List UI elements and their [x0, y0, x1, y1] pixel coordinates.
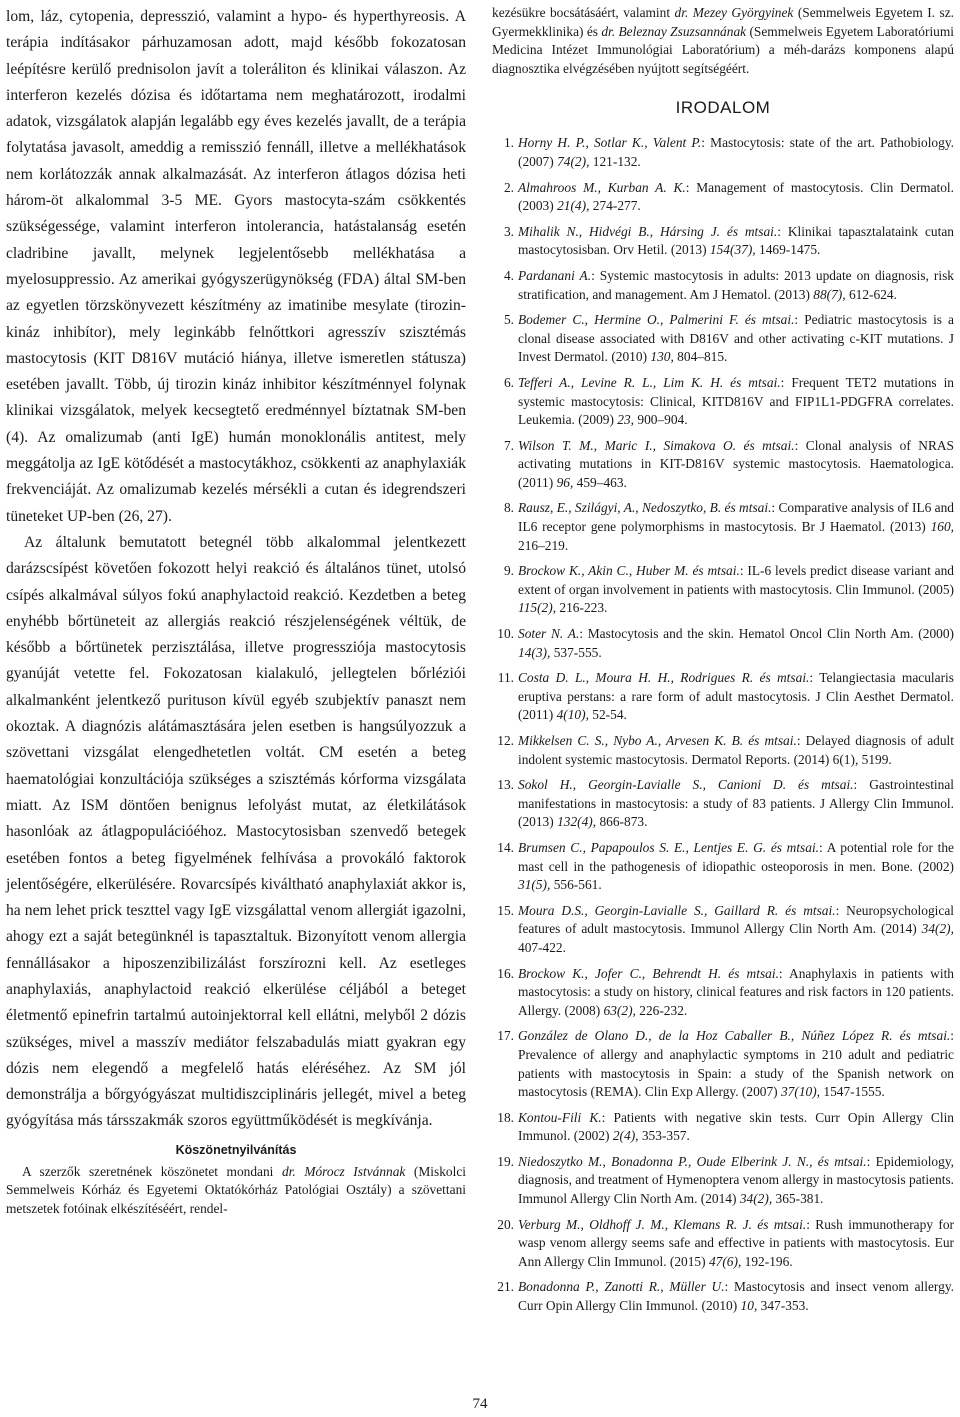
right-column [492, 4, 954, 1323]
reference-pages: 216-223. [556, 600, 608, 616]
reference-authors: Almahroos M., Kurban A. K. [518, 179, 686, 195]
reference-number: 20. [497, 1216, 514, 1232]
reference-volume: 74(2), [557, 153, 590, 169]
reference-pages: 459–463. [573, 474, 627, 490]
page-number: 74 [472, 1396, 488, 1412]
reference-authors: Verburg M., Oldhoff J. M., Klemans R. J. és mtsai. [518, 1216, 807, 1232]
reference-number: 10. [497, 626, 514, 642]
ack-person-name: dr. Mezey Györgyinek [674, 5, 794, 20]
body-paragraph-1: lom, láz, cytopenia, depresszió, valamint a hypo- és hyperthyreosis. A terápia indításakor párhuzamosan adott, majd később fokozatosan leépítésre kerülő prednisolon javít a toleráliton és klinikai válaszon. Az interferon kezelés dózisa és időtartama nem meghatározott, irodalmi adatok, vizsgálatok alapján legalább egy éves kezelés javallt, de a terápia folytatása javasolt, ameddig a remisszió fennáll, illetve a mellékhatások nem korlátozzák annak alkalmazását. Az interferon átlagos dózisa heti három-öt alkalommal 3-5 ME. Gyors mastocyta-szám csökkentés szükségessége, valamint interferon intolerancia, hatástalanság esetén cladribine javallt, melynek legjelentősebb mellékhatása a myelosuppressio. Az amerikai gyógyszerügynökség (FDA) által SM-ben az egyetlen törzskönyvezett készítmény az imatinibe mesylate (tirozin-kináz inhibítor), mely leginkább felnőttkori agresszív szisztémás mastocytosis (KIT D816V mutáció hiánya, illetve ismeretlen státusza) esetében javallt. Több, új tirozin kináz inhibitor készítménnyel folynak klinikai vizsgálatok, melyek kecsegtető eredménnyel bíztatnak SM-ben (4). Az omalizumab (anti IgE) humán monoklonális antitest, mely meggátolja az IgE kötődését a mastocytákhoz, csökkenti az anaphylaxiák frekvenciáját. Az omalizumab kezelés mérsékli a cutan és idegrendszeri tüneteket UP-ben (26, 27). [6, 8, 466, 525]
reference-pages: 556-561. [550, 877, 602, 893]
reference-volume: 4(10), [556, 707, 589, 723]
reference-pages: 192-196. [741, 1253, 793, 1269]
reference-item [492, 965, 954, 1021]
reference-text: : Mastocytosis: state of the art. Pathobiology. (2007) [518, 135, 954, 169]
reference-item [492, 499, 954, 555]
reference-pages: 804–815. [673, 349, 728, 365]
ack-person-name: dr. Beleznay Zsuzsannának [601, 23, 747, 39]
reference-pages: 226-232. [635, 1002, 688, 1018]
reference-text: : Klinikai tapasztalataink cutan mastocytosisban. Orv Hetil. (2013) [518, 223, 954, 258]
reference-number: 4. [503, 267, 514, 283]
reference-authors: Costa D. L., Moura H. H., Rodrigues R. és mtsai. [518, 670, 810, 686]
reference-authors: Wilson T. M., Maric I., Simakova O. és mtsai. [518, 437, 795, 453]
reference-volume: 34(2), [921, 921, 954, 937]
reference-text: : Epidemiology, diagnosis, and treatment of Hymenoptera venom allergy in mastocytosis patients. Immunol Allergy Clin North Am. (2014) [518, 1153, 954, 1207]
reference-number: 16. [497, 965, 514, 981]
reference-pages: 1547-1555. [820, 1084, 885, 1100]
reference-item [492, 732, 954, 769]
reference-pages: 612-624. [845, 286, 897, 302]
reference-number: 6. [503, 374, 514, 390]
reference-text: : Frequent TET2 mutations in systemic mastocytosis: Clinical, KITD816V and FIP1L1-PDGFRA correlates. Leukemia. (2009) [518, 374, 954, 428]
reference-volume: 2(4), [612, 1128, 639, 1144]
reference-volume: 47(6), [708, 1253, 742, 1269]
reference-authors: Mikkelsen C. S., Nybo A., Arvesen K. B. és mtsai. [518, 733, 797, 748]
reference-number: 21. [497, 1279, 514, 1295]
ack-text-part: (Semmelweis Egyetem I. sz. Gyermekklinika) és [492, 5, 954, 39]
reference-volume: 10, [740, 1298, 758, 1314]
reference-authors: Mihalik N., Hidvégi B., Hársing J. és mtsai. [518, 223, 778, 239]
reference-volume: 37(10), [780, 1084, 821, 1100]
ack-text-part: (Miskolci Semmelweis Kórház és Egyetemi Oktatókórház Patológiai Osztály) a szövettani metszetek fotóinak elkészítéséért, rendel- [6, 1163, 466, 1216]
reference-text: : Systemic mastocytosis in adults: 2013 update on diagnosis, risk stratification, and management. Am J Hematol. (2013) [518, 267, 954, 302]
reference-authors: Soter N. A. [518, 626, 580, 642]
reference-volume: 23, [617, 412, 635, 428]
reference-number: 2. [503, 179, 514, 195]
reference-pages: 121-132. [589, 153, 641, 169]
reference-text: : Pediatric mastocytosis is a clonal disease associated with D816V and other activating c-KIT mutations. J Invest Dermatol. (2010) [518, 312, 954, 365]
reference-volume: 31(5), [518, 877, 551, 893]
reference-item [492, 839, 954, 895]
reference-text: : Comparative analysis of IL6 and IL6 receptor gene polymorphisms in mastocytosis. Br J Haematol. (2013) [518, 500, 955, 535]
reference-text: : Gastrointestinal manifestations in mastocytosis: a study of 83 patients. J Allergy Clin Immunol. (2013) [518, 777, 955, 830]
acknowledgements-text [6, 1163, 466, 1219]
reference-volume: 14(3), [518, 644, 551, 660]
reference-pages: 353-357. [638, 1128, 690, 1144]
reference-text: : Rush immunotherapy for wasp venom allergy seems safe and effective in patients with mastocytosis. Eur Ann Allergy Clin Immunol. (2015) [518, 1216, 955, 1269]
reference-item [492, 1109, 954, 1146]
reference-number: 9. [503, 563, 514, 579]
reference-authors: Niedoszytko M., Bonadonna P., Oude Elberink J. N., és mtsai. [518, 1153, 867, 1169]
reference-number: 3. [503, 223, 514, 239]
reference-number: 18. [497, 1109, 514, 1125]
reference-volume: 21(4), [557, 198, 590, 214]
reference-pages: 1469-1475. [755, 242, 821, 258]
reference-number: 14. [497, 839, 514, 855]
reference-number: 1. [503, 135, 514, 151]
reference-authors: Tefferi A., Levine R. L., Lim K. H. és mtsai. [518, 374, 781, 390]
reference-item [492, 437, 954, 493]
reference-item [492, 776, 954, 832]
reference-item [492, 267, 954, 304]
reference-pages: 866-873. [596, 814, 648, 830]
reference-volume: 160, [930, 519, 954, 535]
ack-text-part: (Semmelweis Egyetem Laboratóriumi Medicina Intézet Immunológiai Laboratórium) a méh-darázs komponens alapú diagnosztika elvégzésében nyújtott segítségéért. [492, 23, 954, 76]
reference-number: 11. [497, 670, 514, 686]
reference-authors: Rausz, E., Szilágyi, A., Nedoszytko, B. és mtsai. [518, 500, 772, 516]
reference-authors: Moura D.S., Georgin-Lavialle S., Gaillard R. és mtsai. [518, 902, 836, 918]
reference-volume: 34(2), [739, 1191, 773, 1207]
reference-item [492, 1153, 954, 1209]
reference-authors: Brockow K., Akin C., Huber M. és mtsai. [518, 563, 740, 579]
reference-item [492, 1278, 954, 1315]
references-heading: IRODALOM [675, 98, 771, 118]
reference-authors: Brumsen C., Papapoulos S. E., Lentjes E. G. és mtsai. [518, 839, 820, 855]
reference-volume: 132(4), [557, 814, 597, 830]
reference-pages: 274-277. [589, 198, 641, 214]
references-list [492, 134, 954, 1315]
reference-volume: 88(7), [813, 286, 846, 302]
reference-pages: 407-422. [518, 939, 566, 955]
reference-item [492, 134, 954, 171]
reference-item [492, 374, 954, 430]
reference-item [492, 311, 954, 367]
reference-item [492, 223, 954, 260]
reference-item [492, 1216, 954, 1272]
reference-item [492, 669, 954, 725]
body-paragraph-2: Az általunk bemutatott betegnél több alkalommal jelentkezett darázscsípést követően fokozott helyi reakció és általános tünet, utolsó csípés alkalmával súlyos fokú anaphylactoid reakció. Kezdetben a beteg enyhébb bőrtüneteit az allergiás reakció részjelenségének véltük, de később a bőrtünetek perzisztálása, illetve progressziója mastocytosis gyanúját vetette fel. Fokozatosan kialakuló, jellegtelen bőrléziói alkalmanként jelentkező purituson kívül egyéb szubjektív panaszt nem okoztak. A diagnózis alátámasztására jelen esetben is hangsúlyozzuk a szövettani vizsgálat elengedhetetlen voltát. CM esetén a beteg haematológiai konzultációja szükséges a szisztémás kórforma vizsgálata miatt. Az ISM döntően benignus lefolyást mutat, az életkilátások hasonlóak az átlagpopulációéhoz. Mastocytosisban szenvedő betegek esetében fontos a beteg figyelmének felhívása a provokáló faktorok jelentőségére, elkerülésére. Rovarcsípés kiváltható anaphylaxiát akkor is, ha nem lehet prick teszttel vagy IgE vizsgálattal venom allergiát igazolni, ahogy ezt a saját betegünknél is tapasztaltuk. Bizonyított venom allergia fennállásakor a hiposzenzibilizálást forszírozni kell. Az esetleges anaphylaxiás, anaphylactoid reakció elkerülése céljából a beteget életmentő epinefrin tartalmú autoinjektorral kell ellátni, melyből 2 dózis szükséges, mivel a masszív mediátor felszabadulás miatt gyakran egy dózis nem elegendő a megfelelő hatás eléréséhez. Az SM jól demonstrálja a bőrgyógyászat multidiszciplináris jellegét, mivel a beteg gyógyítása más társszakmák szoros együttműködését is megkívánja. [6, 533, 466, 1130]
reference-number: 15. [497, 902, 514, 918]
reference-pages: 52-54. [588, 707, 627, 723]
ack-person-name: dr. Mórocz Istvánnak [281, 1163, 406, 1179]
reference-volume: 96, [556, 474, 574, 490]
reference-number: 13. [497, 777, 514, 793]
reference-text: : Prevalence of allergy and anaphylactic symptoms in 210 adult and pediatric patients with mastocytosis in Spain: a study of the Spanish network on mastocytosis (REMA). Clin Exp Allergy. (2007) [518, 1028, 954, 1100]
reference-authors: Kontou-Fili K. [518, 1109, 602, 1125]
reference-authors: Brockow K., Jofer C., Behrendt H. és mtsai. [518, 965, 779, 981]
reference-pages: 365-381. [772, 1191, 824, 1207]
reference-pages: 537-555. [550, 644, 602, 660]
reference-text: : Management of mastocytosis. Clin Dermatol. (2003) [518, 179, 954, 214]
reference-text: : Clonal analysis of NRAS activating mutations in KIT-D816V systemic mastocytosis. Haematologica. (2011) [518, 437, 954, 490]
reference-authors: Bonadonna P., Zanotti R., Müller U. [518, 1279, 725, 1295]
reference-number: 19. [497, 1153, 514, 1169]
reference-authors: Horny H. P., Sotlar K., Valent P. [518, 135, 702, 151]
reference-text: : Anaphylaxis in patients with mastocytosis: a study on history, clinical features and risk factors in 120 patients. Allergy. (2008) [518, 965, 954, 1018]
reference-number: 12. [497, 733, 514, 748]
reference-item [492, 179, 954, 216]
reference-item [492, 625, 954, 662]
acknowledgements-heading: Köszönetnyilvánítás [175, 1142, 297, 1157]
reference-authors: Sokol H., Georgin-Lavialle S., Canioni D. és mtsai. [518, 777, 854, 793]
reference-text: : A potential role for the mast cell in the pathogenesis of idiopathic osteoporosis in men. Bone. (2002) [518, 839, 955, 874]
ack-text-part: A szerzők szeretnének köszönetet mondani [22, 1163, 282, 1179]
reference-number: 7. [503, 437, 514, 453]
reference-text: : Mastocytosis and insect venom allergy. Curr Opin Allergy Clin Immunol. (2010) [518, 1279, 954, 1314]
reference-text: : Telangiectasia macularis eruptiva perstans: a rare form of adult mastocytosis. J Clin Aesthet Dermatol. (2011) [518, 670, 954, 723]
ack-text-part: kezésükre bocsátásáért, valamint [492, 5, 675, 20]
reference-authors: González de Olano D., de la Hoz Caballer B., Núñez López R. és mtsai. [518, 1028, 951, 1044]
left-column [6, 4, 466, 1219]
reference-authors: Pardanani A. [518, 267, 592, 283]
reference-text: : Patients with negative skin tests. Curr Opin Allergy Clin Immunol. (2002) [518, 1109, 954, 1144]
reference-text: : Delayed diagnosis of adult indolent systemic mastocytosis. Dermatol Reports. (2014) 6(1), 5199. [518, 733, 954, 767]
reference-volume: 115(2), [518, 600, 557, 616]
reference-number: 5. [503, 312, 514, 328]
reference-pages: 216–219. [518, 537, 569, 553]
reference-volume: 130, [650, 349, 674, 365]
acknowledgements-continued [492, 4, 954, 78]
reference-item [492, 1027, 954, 1101]
reference-volume: 63(2), [603, 1002, 636, 1018]
reference-number: 17. [497, 1028, 514, 1044]
reference-pages: 900–904. [634, 412, 688, 428]
reference-authors: Bodemer C., Hermine O., Palmerini F. és mtsai. [518, 312, 795, 328]
reference-item [492, 902, 954, 958]
reference-pages: 347-353. [757, 1298, 809, 1314]
reference-text: : IL-6 levels predict disease variant and extent of organ involvement in patients with mastocytosis. Clin Immunol. (2005) [518, 563, 954, 597]
reference-volume: 154(37), [709, 242, 756, 258]
reference-text: : Mastocytosis and the skin. Hematol Oncol Clin North Am. (2000) [579, 626, 954, 642]
reference-text: : Neuropsychological features of adult mastocytosis. Immunol Allergy Clin North Am. (2014) [518, 902, 954, 937]
reference-item [492, 562, 954, 618]
reference-number: 8. [503, 500, 514, 516]
